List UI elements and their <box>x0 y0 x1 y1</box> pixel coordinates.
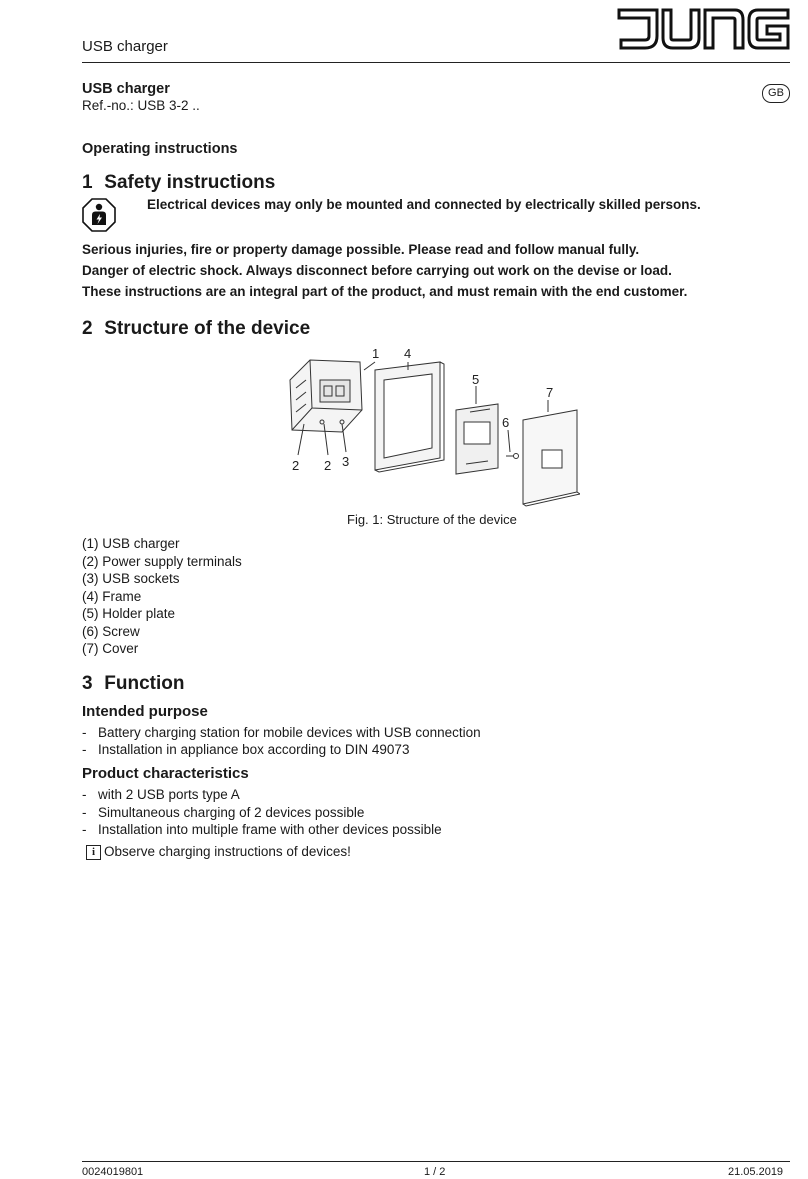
page-number: 1 / 2 <box>424 1166 446 1178</box>
list-item: - Battery charging station for mobile devices with USB connection <box>82 725 481 740</box>
screw-drawing <box>506 454 519 459</box>
component-item: (2) Power supply terminals <box>82 554 242 569</box>
document-number: 0024019801 <box>82 1166 144 1178</box>
section-title: Safety instructions <box>104 172 276 193</box>
list-item: - Installation into multiple frame with other devices possible <box>82 822 442 837</box>
figure-label: 4 <box>404 346 412 361</box>
section-number: 1 <box>82 172 93 193</box>
component-item: (3) USB sockets <box>82 571 180 586</box>
component-item: (6) Screw <box>82 624 140 639</box>
header-rule <box>82 62 790 63</box>
info-note: Observe charging instructions of devices! <box>104 844 351 859</box>
intended-purpose-heading: Intended purpose <box>82 703 208 720</box>
reference-number: Ref.-no.: USB 3-2 .. <box>82 98 200 113</box>
figure-label: 2 <box>324 458 332 473</box>
section-title: Function <box>104 673 185 694</box>
figure-caption: Fig. 1: Structure of the device <box>347 512 517 527</box>
figure-label: 3 <box>342 454 350 469</box>
figure-label: 7 <box>546 385 554 400</box>
frame-drawing <box>375 362 444 472</box>
electrician-note: Electrical devices may only be mounted and connected by electrically skilled persons. <box>147 197 701 212</box>
section-title: Structure of the device <box>104 318 311 339</box>
document-date: 21.05.2019 <box>728 1166 784 1178</box>
holder-plate-drawing <box>456 404 498 474</box>
warning-line: Danger of electric shock. Always disconnect before carrying out work on the devise or load. <box>82 263 672 278</box>
section-1-heading <box>82 172 275 194</box>
list-item: - Simultaneous charging of 2 devices possible <box>82 805 365 820</box>
language-badge: GB <box>762 84 790 103</box>
product-characteristics-heading: Product characteristics <box>82 765 249 782</box>
section-2-heading <box>82 318 310 340</box>
component-item: (1) USB charger <box>82 536 180 551</box>
header-title: USB charger <box>82 38 168 55</box>
component-item: (5) Holder plate <box>82 606 176 621</box>
section-number: 3 <box>82 673 93 694</box>
warning-line: Serious injuries, fire or property damage possible. Please read and follow manual fully. <box>82 242 640 257</box>
figure-label: 1 <box>372 346 380 361</box>
product-title: USB charger <box>82 81 170 97</box>
info-icon: i <box>86 845 101 860</box>
footer-rule <box>82 1161 790 1162</box>
list-item-text: Installation in appliance box according to DIN 49073 <box>98 742 410 757</box>
list-item-text: Simultaneous charging of 2 devices possible <box>98 805 365 820</box>
cover-drawing <box>523 410 580 506</box>
section-number: 2 <box>82 318 93 339</box>
list-item-text: with 2 USB ports type A <box>98 787 240 802</box>
list-item-text: Battery charging station for mobile devices with USB connection <box>98 725 481 740</box>
list-item: - with 2 USB ports type A <box>82 787 240 802</box>
list-item: - Installation in appliance box according to DIN 49073 <box>82 742 410 757</box>
figure-label: 6 <box>502 415 510 430</box>
list-item-text: Installation into multiple frame with other devices possible <box>98 822 442 837</box>
component-item: (7) Cover <box>82 641 139 656</box>
figure-label: 2 <box>292 458 300 473</box>
usb-charger-drawing <box>290 360 362 432</box>
device-structure-figure <box>280 340 580 510</box>
figure-label: 5 <box>472 372 480 387</box>
electrician-icon <box>82 198 116 232</box>
warning-line: These instructions are an integral part of the product, and must remain with the end customer. <box>82 284 688 299</box>
jung-logo <box>617 8 790 50</box>
section-3-heading <box>82 673 184 695</box>
operating-instructions-label: Operating instructions <box>82 141 238 157</box>
component-item: (4) Frame <box>82 589 142 604</box>
